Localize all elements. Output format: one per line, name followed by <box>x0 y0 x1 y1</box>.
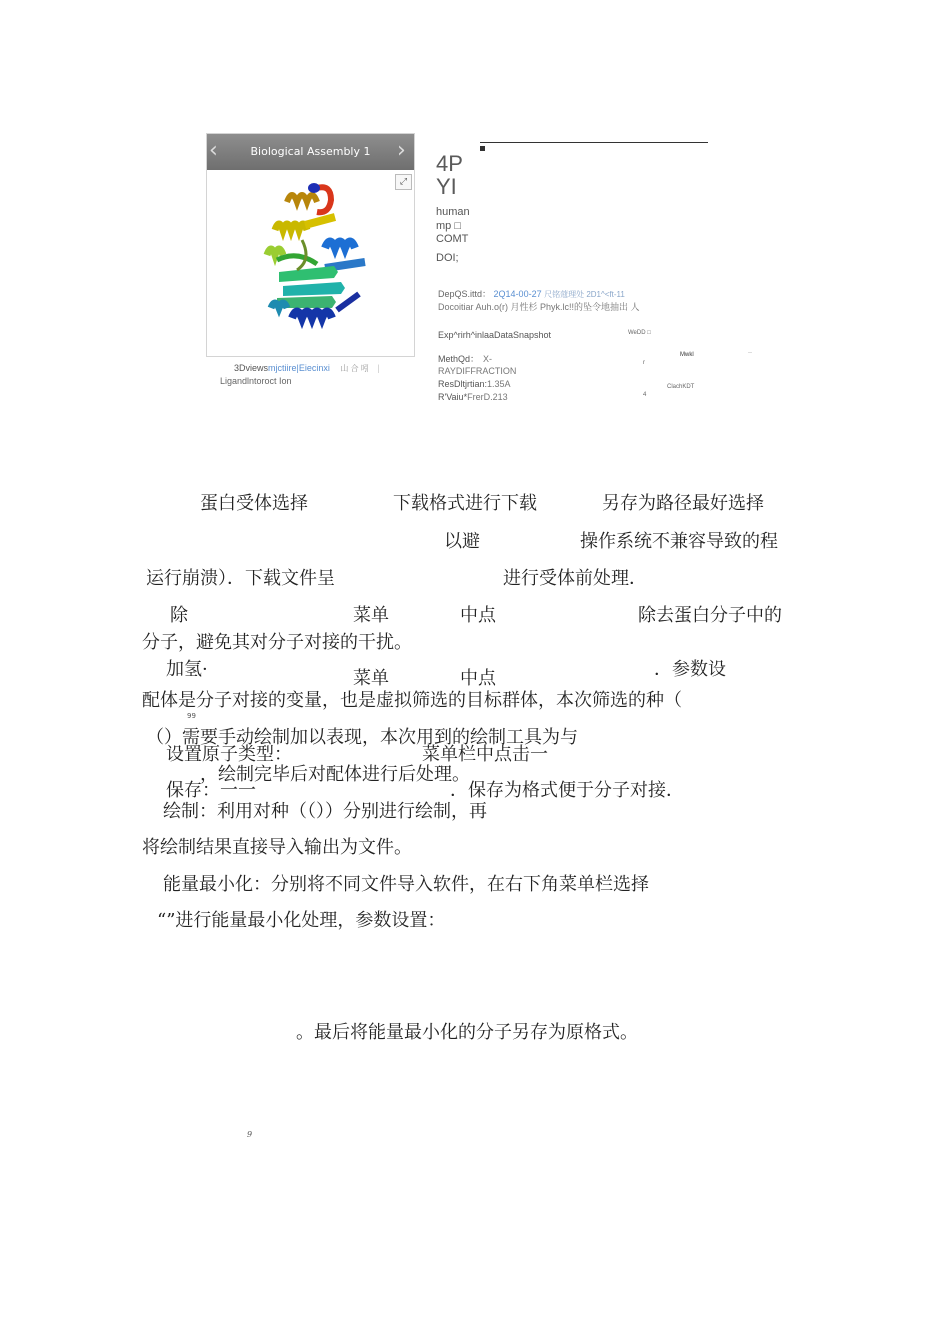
line-9a: 设置原子类型： <box>166 744 292 765</box>
ligand-link-cut[interactable] <box>220 376 292 386</box>
line-7: 配体是分子对接的变量，也是虚拟筛选的目标群体，本次筛选的种（ <box>142 690 682 711</box>
line-6d: ．参数设 <box>654 659 726 680</box>
ligand-interaction-link[interactable]: Ligandlntoroct Ion <box>220 376 292 386</box>
line-9b: 菜单栏中点击一 <box>422 744 548 765</box>
structure-viewer[interactable] <box>206 133 415 357</box>
line-16: 。最后将能量最小化的分子另存为原格式。 <box>296 1022 638 1043</box>
line-1c: 另存为路径最好选择 <box>602 493 764 514</box>
structure-name <box>436 206 470 247</box>
viewer-cjk-labels: 山 合 吲 <box>340 364 369 373</box>
line-2b: 操作系统不兼容导致的程 <box>580 531 778 552</box>
line-3b: 进行受体前处理． <box>503 568 647 589</box>
resolution-label: ResDltjrtian: <box>438 379 488 389</box>
line-12: 绘制：利用对种（（））分别进行绘制，再 <box>163 801 487 822</box>
method-label: MethQd： <box>438 354 480 364</box>
pdb-id-line2: YI <box>436 174 457 199</box>
line-11b: ．保存为格式便于分子对接． <box>450 780 684 801</box>
line-8: （）需要手动绘制加以表现，本次用到的绘制工具为与 <box>146 727 578 748</box>
protein-ribbon-image <box>257 180 372 340</box>
name-line1: human <box>436 206 470 218</box>
line-14: 能量最小化：分别将不同文件导入软件，在右下角菜单栏选择 <box>163 874 649 895</box>
line-8-mark: 99 <box>187 712 196 720</box>
line-2a: 以避 <box>444 531 480 552</box>
prev-arrow-icon[interactable]: ‹ <box>209 138 218 163</box>
viewer-options-link[interactable]: mjctiire|Eiecinxi <box>268 363 330 373</box>
rvalue-label: R'Vaiu* <box>438 392 468 402</box>
bullet-icon <box>480 146 485 151</box>
method-value-1: X- <box>483 354 493 364</box>
line-4b: 菜单 <box>353 605 389 626</box>
line-5: 分子，避免其对分子对接的干扰。 <box>142 632 412 653</box>
authors-row: Docoitiar Auh.o(r) 月性杉 Phyk.lc!!的坠令地抽出 人 <box>438 302 640 312</box>
line-4a: 除 <box>170 605 188 626</box>
separator: | <box>377 363 380 373</box>
expand-icon[interactable]: ⤢ <box>395 174 412 190</box>
line-6c: 中点 <box>460 668 496 689</box>
line-13: 将绘制结果直接导入输出为文件。 <box>142 837 412 858</box>
pdb-id-line1: 4P <box>436 151 463 176</box>
name-line2: mp □ <box>436 219 461 232</box>
line-6b: 菜单 <box>353 668 389 689</box>
deposited-label: DepQS.ittd： <box>438 289 492 299</box>
view-links[interactable] <box>234 363 380 374</box>
line-1b: 下载格式进行下载 <box>393 493 537 514</box>
metric-r: r <box>643 360 645 366</box>
rvalue-value: FrerD.213 <box>467 392 508 402</box>
line-15: “”进行能量最小化处理，参数设置： <box>157 910 446 931</box>
line-10: ，绘制完毕后对配体进行后处理。 <box>200 764 470 785</box>
snapshot-right-cut <box>628 330 651 335</box>
experiment-details <box>438 353 516 403</box>
deposited-value: 2Q14-00-27 <box>493 289 542 299</box>
line-11a: 保存：一一 <box>166 780 256 801</box>
line-1a: 蛋白受体选择 <box>200 493 308 514</box>
snapshot-right: WeDD □ <box>628 330 651 336</box>
metric-4: 4 <box>643 392 647 398</box>
deposited-extra: 尺铭蔻理处 2D1^<ft-11 <box>544 290 625 299</box>
line-3a: 运行崩溃）．下载文件呈 <box>146 568 335 589</box>
line-6a: 加氢· <box>166 659 208 680</box>
header-rule <box>480 142 708 143</box>
deposited-row <box>438 287 625 300</box>
line-4c: 中点 <box>460 605 496 626</box>
name-line3: COMT <box>436 233 469 245</box>
3d-view-link[interactable]: 3Dviews <box>234 363 269 373</box>
snapshot-heading: Exp^rirh^inlaaDataSnapshot <box>438 330 552 340</box>
footnote-mark: 9 <box>247 1130 253 1139</box>
viewer-title: Biological Assembly 1 <box>250 145 371 158</box>
metric-clash: ClachKDT <box>667 384 695 390</box>
metric-dash: -- <box>748 350 752 356</box>
next-arrow-icon[interactable]: › <box>397 138 406 163</box>
pdb-id <box>436 152 463 198</box>
authors-row-cut <box>438 300 640 312</box>
line-4d: 除去蛋白分子中的 <box>638 605 782 626</box>
metric-mwkl: Mwkl <box>680 352 694 358</box>
resolution-value: 1.35A <box>487 379 511 389</box>
doi-label[interactable]: DOI; <box>436 252 459 264</box>
viewer-title-bar <box>207 134 414 170</box>
method-value-2: RAYDIFFRACTION <box>438 366 517 376</box>
